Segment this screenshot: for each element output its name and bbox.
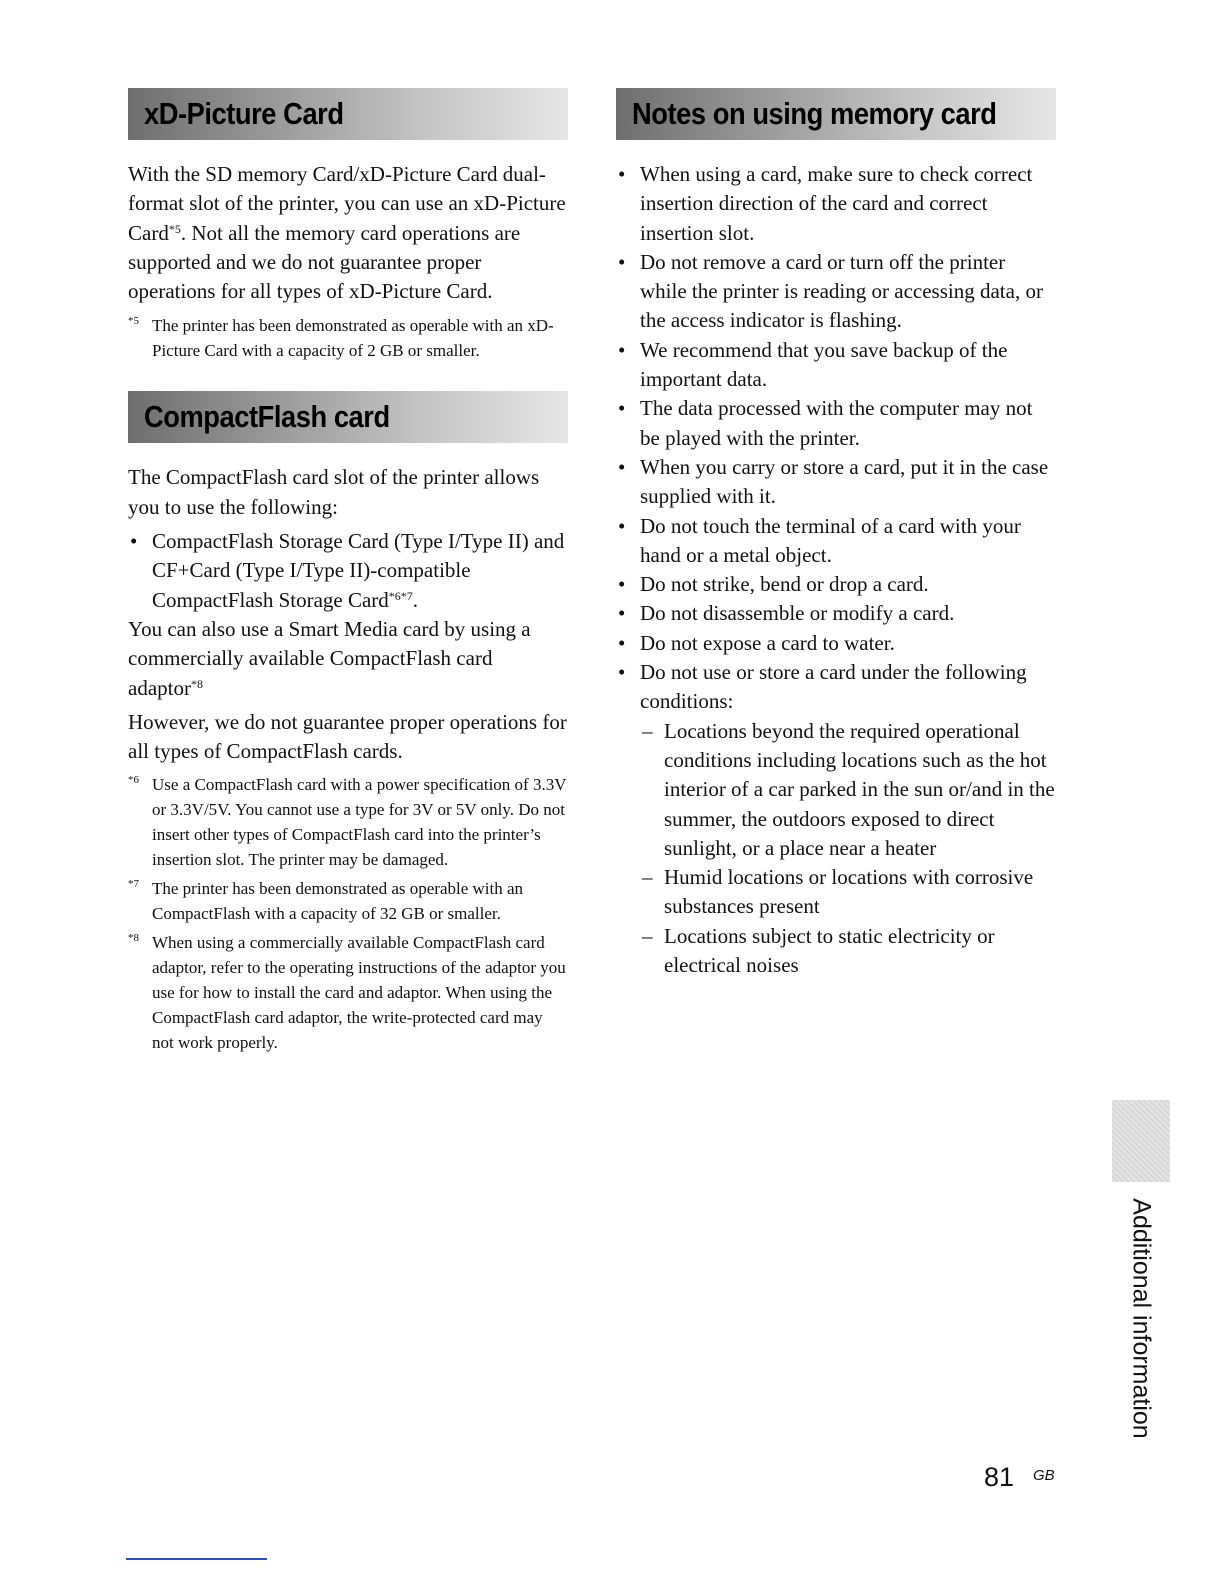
dash-icon: – <box>642 718 653 743</box>
notes-bullet-list <box>616 160 1056 980</box>
notes-on-memory-card-heading: Notes on using memory card <box>616 88 1056 140</box>
xd-picture-card-heading: xD-Picture Card <box>128 88 568 140</box>
list-item: • The data processed with the computer may not be played with the printer. <box>618 396 1033 450</box>
bullet-icon: • <box>618 162 626 186</box>
list-item: • CompactFlash Storage Card (Type I/Type II) and CF+Card (Type I/Type II)-compatible CompactFlash Storage Card$^{*6*7}$. <box>130 529 565 612</box>
page-number: 81 <box>984 1462 1015 1492</box>
bullet-icon: • <box>130 529 138 554</box>
cf-intro-paragraph: The CompactFlash card slot of the printer allows you to use the following: <box>128 465 540 519</box>
page-language-suffix: GB <box>1033 1467 1055 1484</box>
xd-body-paragraph: With the SD memory Card/xD-Picture Card dual-format slot of the printer, you can use an xD-Picture Card$^{*5}$. Not all the memory card operations are supported and we do not guarantee proper operations for all types of xD-Picture Card. <box>128 162 566 304</box>
footnote-mark: *5 <box>128 315 139 328</box>
bullet-icon: • <box>618 572 626 597</box>
footnote-8 <box>128 930 568 1055</box>
bullet-icon: • <box>618 601 626 626</box>
footnote-text: Use a CompactFlash card with a power specification of 3.3V or 3.3V/5V. You cannot use a type for 3V or 5V only. Do not insert other types of CompactFlash card into the printer’s insertion slot. The printer may be damaged. <box>152 775 567 870</box>
footnote-5 <box>128 313 568 363</box>
footnote-mark: *6 <box>128 774 139 787</box>
bullet-icon: • <box>618 249 626 274</box>
sub-list-item: – Locations beyond the required operational conditions including locations such as the hot interior of a car parked in the sun or/and in the summer, the outdoors exposed to direct sunlight, or a place near a heater <box>642 718 1055 860</box>
left-column <box>128 88 568 1055</box>
cf-bullet-list <box>128 527 568 615</box>
compactflash-card-heading: CompactFlash card <box>128 391 568 443</box>
bullet-icon: • <box>618 454 626 479</box>
cf-paragraph-3: However, we do not guarantee proper operations for all types of CompactFlash cards. <box>128 709 567 764</box>
footnote-mark: *7 <box>128 878 139 891</box>
bullet-icon: • <box>618 630 626 655</box>
conditions-sub-list <box>640 717 1056 981</box>
footnote-ref: *8 <box>190 676 203 691</box>
footnote-text: When using a commercially available CompactFlash card adaptor, refer to the operating instructions of the adaptor you use for how to install the card and adaptor. When using the CompactFlash card adaptor, the write-protected card may not work properly. <box>152 933 566 1053</box>
list-item: • When you carry or store a card, put it in the case supplied with it. <box>618 454 1049 509</box>
chapter-tab-marker <box>1112 1100 1170 1182</box>
list-item: • Do not disassemble or modify a card. <box>616 599 1056 628</box>
bullet-icon: • <box>618 337 626 362</box>
list-item: • Do not remove a card or turn off the printer while the printer is reading or accessing data, or the access indicator is flashing. <box>618 249 1043 333</box>
list-item: • Do not use or store a card under the following conditions: – Locations beyond the required operational conditions including locations such as the hot interior of a car parked in the sun or/and in the summer, the outdoors exposed to direct sunlight, or a place near a heater – Humid locations or locations with corrosive substances present – Locations subject to static electricity or electrical noises <box>616 658 1056 980</box>
footnote-mark: *8 <box>128 932 139 945</box>
list-item: • When using a card, make sure to check correct insertion direction of the card and correct insertion slot. <box>618 162 1033 245</box>
list-item: • We recommend that you save backup of the important data. <box>618 337 1008 392</box>
bullet-icon: • <box>618 660 626 685</box>
chapter-tab-label: Additional information <box>1127 1197 1156 1439</box>
list-item: • Do not expose a card to water. <box>616 629 1056 658</box>
footnote-ref: *6*7 <box>388 588 413 603</box>
right-column <box>616 88 1056 980</box>
bullet-icon: • <box>618 396 626 421</box>
footnote-7 <box>128 876 568 926</box>
footnote-ref: *5 <box>168 221 181 236</box>
list-item: • Do not touch the terminal of a card with your hand or a metal object. <box>618 513 1021 567</box>
sub-list-item: – Locations subject to static electricity or electrical noises <box>642 923 995 978</box>
footnote-6 <box>128 772 568 872</box>
dash-icon: – <box>642 923 653 948</box>
footnote-text: The printer has been demonstrated as operable with an xD-Picture Card with a capacity of 2 GB or smaller. <box>152 316 554 361</box>
bottom-rule <box>126 1558 267 1560</box>
sub-list-item: – Humid locations or locations with corrosive substances present <box>642 865 1034 919</box>
bullet-icon: • <box>618 513 626 538</box>
footnote-text: The printer has been demonstrated as operable with an CompactFlash with a capacity of 32 GB or smaller. <box>152 879 524 924</box>
dash-icon: – <box>642 865 653 890</box>
list-item: • Do not strike, bend or drop a card. <box>616 570 1056 599</box>
cf-paragraph-2: You can also use a Smart Media card by using a commercially available CompactFlash card adaptor$^{*8}$ <box>128 616 531 700</box>
